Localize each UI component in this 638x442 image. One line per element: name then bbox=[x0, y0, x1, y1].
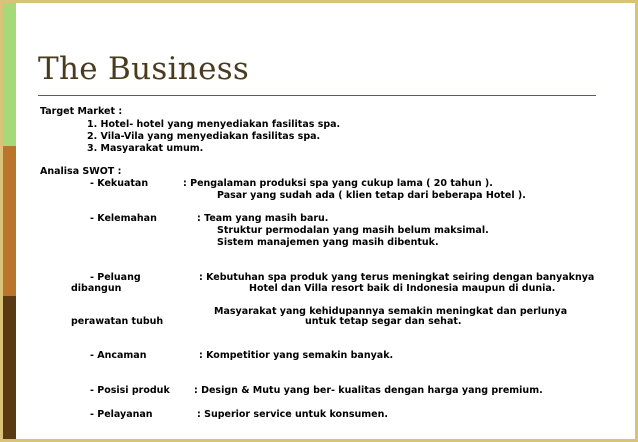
title-divider bbox=[38, 95, 596, 96]
accent-bar-brown bbox=[3, 296, 16, 439]
peluang-text: untuk tetap segar dan sehat. bbox=[305, 316, 462, 327]
slide-title: The Business bbox=[38, 51, 250, 87]
posisi-produk-text: : Design & Mutu yang ber- kualitas dengan harga yang premium. bbox=[194, 385, 543, 396]
swot-heading: Analisa SWOT : bbox=[40, 166, 122, 177]
target-market-item: 2. Vila-Vila yang menyediakan fasilitas spa. bbox=[87, 131, 321, 142]
ancaman-text: : Kompetitior yang semakin banyak. bbox=[199, 350, 394, 361]
peluang-text: : Kebutuhan spa produk yang terus meningkat seiring dengan banyaknya bbox=[199, 272, 595, 283]
target-market-heading: Target Market : bbox=[40, 106, 123, 117]
peluang-text: Hotel dan Villa resort baik di Indonesia maupun di dunia. bbox=[249, 283, 556, 294]
kekuatan-text: : Pengalaman produksi spa yang cukup lama ( 20 tahun ). bbox=[183, 178, 493, 189]
accent-bar-green bbox=[3, 3, 16, 146]
kelemahan-label: - Kelemahan bbox=[90, 213, 157, 224]
target-market-item: 1. Hotel- hotel yang menyediakan fasilitas spa. bbox=[87, 119, 341, 130]
peluang-text: dibangun bbox=[71, 283, 122, 294]
peluang-text: perawatan tubuh bbox=[71, 316, 164, 327]
posisi-produk-label: - Posisi produk bbox=[90, 385, 170, 396]
peluang-label: - Peluang bbox=[90, 272, 141, 283]
pelayanan-text: : Superior service untuk konsumen. bbox=[197, 409, 388, 420]
accent-bar-orange bbox=[3, 146, 16, 296]
kelemahan-text: : Team yang masih baru. bbox=[197, 213, 329, 224]
ancaman-label: - Ancaman bbox=[90, 350, 147, 361]
peluang-text: Masyarakat yang kehidupannya semakin meningkat dan perlunya bbox=[214, 306, 568, 317]
slide bbox=[3, 3, 635, 439]
kelemahan-text: Struktur permodalan yang masih belum maksimal. bbox=[217, 225, 489, 236]
kelemahan-text: Sistem manajemen yang masih dibentuk. bbox=[217, 237, 439, 248]
kekuatan-label: - Kekuatan bbox=[90, 178, 149, 189]
pelayanan-label: - Pelayanan bbox=[90, 409, 153, 420]
kekuatan-text: Pasar yang sudah ada ( klien tetap dari beberapa Hotel ). bbox=[217, 190, 526, 201]
target-market-item: 3. Masyarakat umum. bbox=[87, 143, 204, 154]
